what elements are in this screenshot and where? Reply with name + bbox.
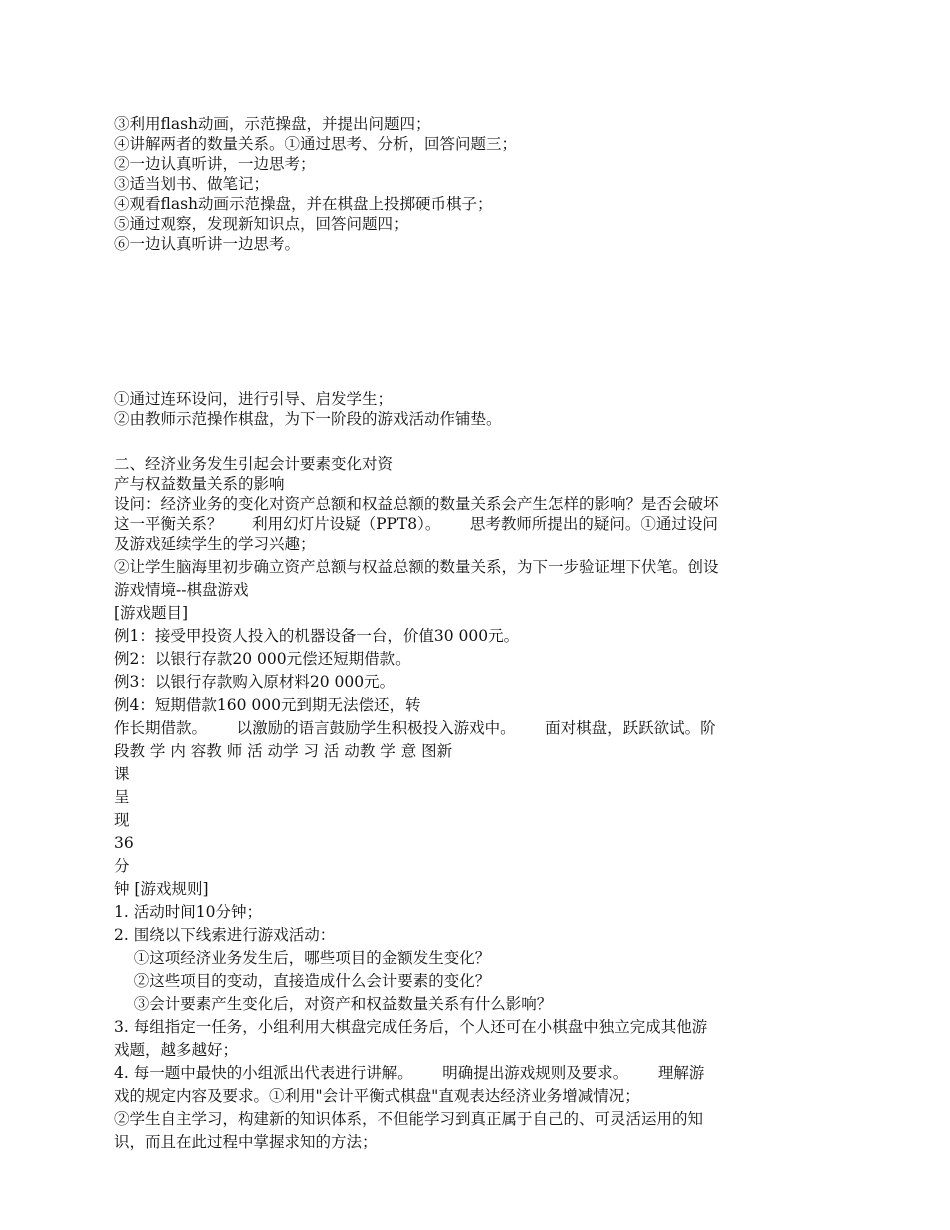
text-line: ②这些项目的变动，直接造成什么会计要素的变化？	[114, 972, 491, 990]
text-line: 钟 [游戏规则]	[114, 880, 209, 898]
section-heading: 二、经济业务发生引起会计要素变化对资	[114, 455, 394, 473]
table-header-line: 段教 学 内 容教 师 活 动学 习 活 动教 学 意 图新	[114, 742, 453, 760]
text-line: 戏的规定内容及要求。①利用"会计平衡式棋盘"直观表达经济业务增减情况；	[114, 1087, 640, 1105]
text-line: ①通过连环设问，进行引导、启发学生；	[114, 390, 394, 408]
text-line: 呈	[114, 788, 130, 806]
text-line: ②一边认真听讲，一边思考；	[114, 155, 316, 173]
text-line: [游戏题目]	[114, 604, 189, 622]
text-line: 3. 每组指定一任务，小组利用大棋盘完成任务后，个人还可在小棋盘中独立完成其他游	[114, 1018, 708, 1036]
text-line: ⑤通过观察，发现新知识点，回答问题四；	[114, 215, 409, 233]
text-line: 课	[114, 765, 130, 783]
text-line: ②让学生脑海里初步确立资产总额与权益总额的数量关系，为下一步验证埋下伏笔。创设	[114, 558, 719, 576]
text-line: 例4：短期借款160 000元到期无法偿还，转	[114, 696, 421, 714]
text-line: ①这项经济业务发生后，哪些项目的金额发生变化？	[114, 949, 491, 967]
text-line: 游戏情境--棋盘游戏	[114, 581, 249, 599]
section-heading: 产与权益数量关系的影响	[114, 475, 285, 493]
text-line: ③利用flash动画，示范操盘，并提出问题四；	[114, 115, 431, 133]
text-line: 作长期借款。 以激励的语言鼓励学生积极投入游戏中。 面对棋盘，跃跃欲试。阶	[114, 719, 716, 737]
text-line: ④讲解两者的数量关系。①通过思考、分析，回答问题三；	[114, 135, 518, 153]
text-line: 1. 活动时间10分钟；	[114, 903, 262, 921]
text-line: ②学生自主学习，构建新的知识体系，不但能学习到真正属于自己的、可灵活运用的知	[114, 1110, 704, 1128]
text-line: 及游戏延续学生的学习兴趣；	[114, 535, 316, 553]
text-line: 戏题，越多越好；	[114, 1041, 239, 1059]
text-line: ⑥一边认真听讲一边思考。	[114, 235, 301, 253]
text-line: ③会计要素产生变化后，对资产和权益数量关系有什么影响？	[114, 995, 553, 1013]
text-line: 分	[114, 857, 130, 875]
text-line: 设问：经济业务的变化对资产总额和权益总额的数量关系会产生怎样的影响？是否会破坏	[114, 495, 719, 513]
text-line: ③适当划书、做笔记；	[114, 175, 270, 193]
text-line: 识，而且在此过程中掌握求知的方法；	[114, 1133, 378, 1151]
text-line: 例3：以银行存款购入原材料20 000元。	[114, 673, 396, 691]
text-line: 例2：以银行存款20 000元偿还短期借款。	[114, 650, 411, 668]
text-line: ④观看flash动画示范操盘，并在棋盘上投掷硬币棋子；	[114, 195, 493, 213]
text-line: 4. 每一题中最快的小组派出代表进行讲解。 明确提出游戏规则及要求。 理解游	[114, 1064, 705, 1082]
text-line: ②由教师示范操作棋盘，为下一阶段的游戏活动作铺垫。	[114, 410, 502, 428]
text-line: 现	[114, 811, 130, 829]
text-line: 36	[114, 834, 134, 852]
text-line: 这一平衡关系？ 利用幻灯片设疑（PPT8）。 思考教师所提出的疑问。①通过设问	[114, 515, 718, 533]
text-line: 例1：接受甲投资人投入的机器设备一台，价值30 000元。	[114, 627, 520, 645]
text-line: 2. 围绕以下线索进行游戏活动：	[114, 926, 336, 944]
